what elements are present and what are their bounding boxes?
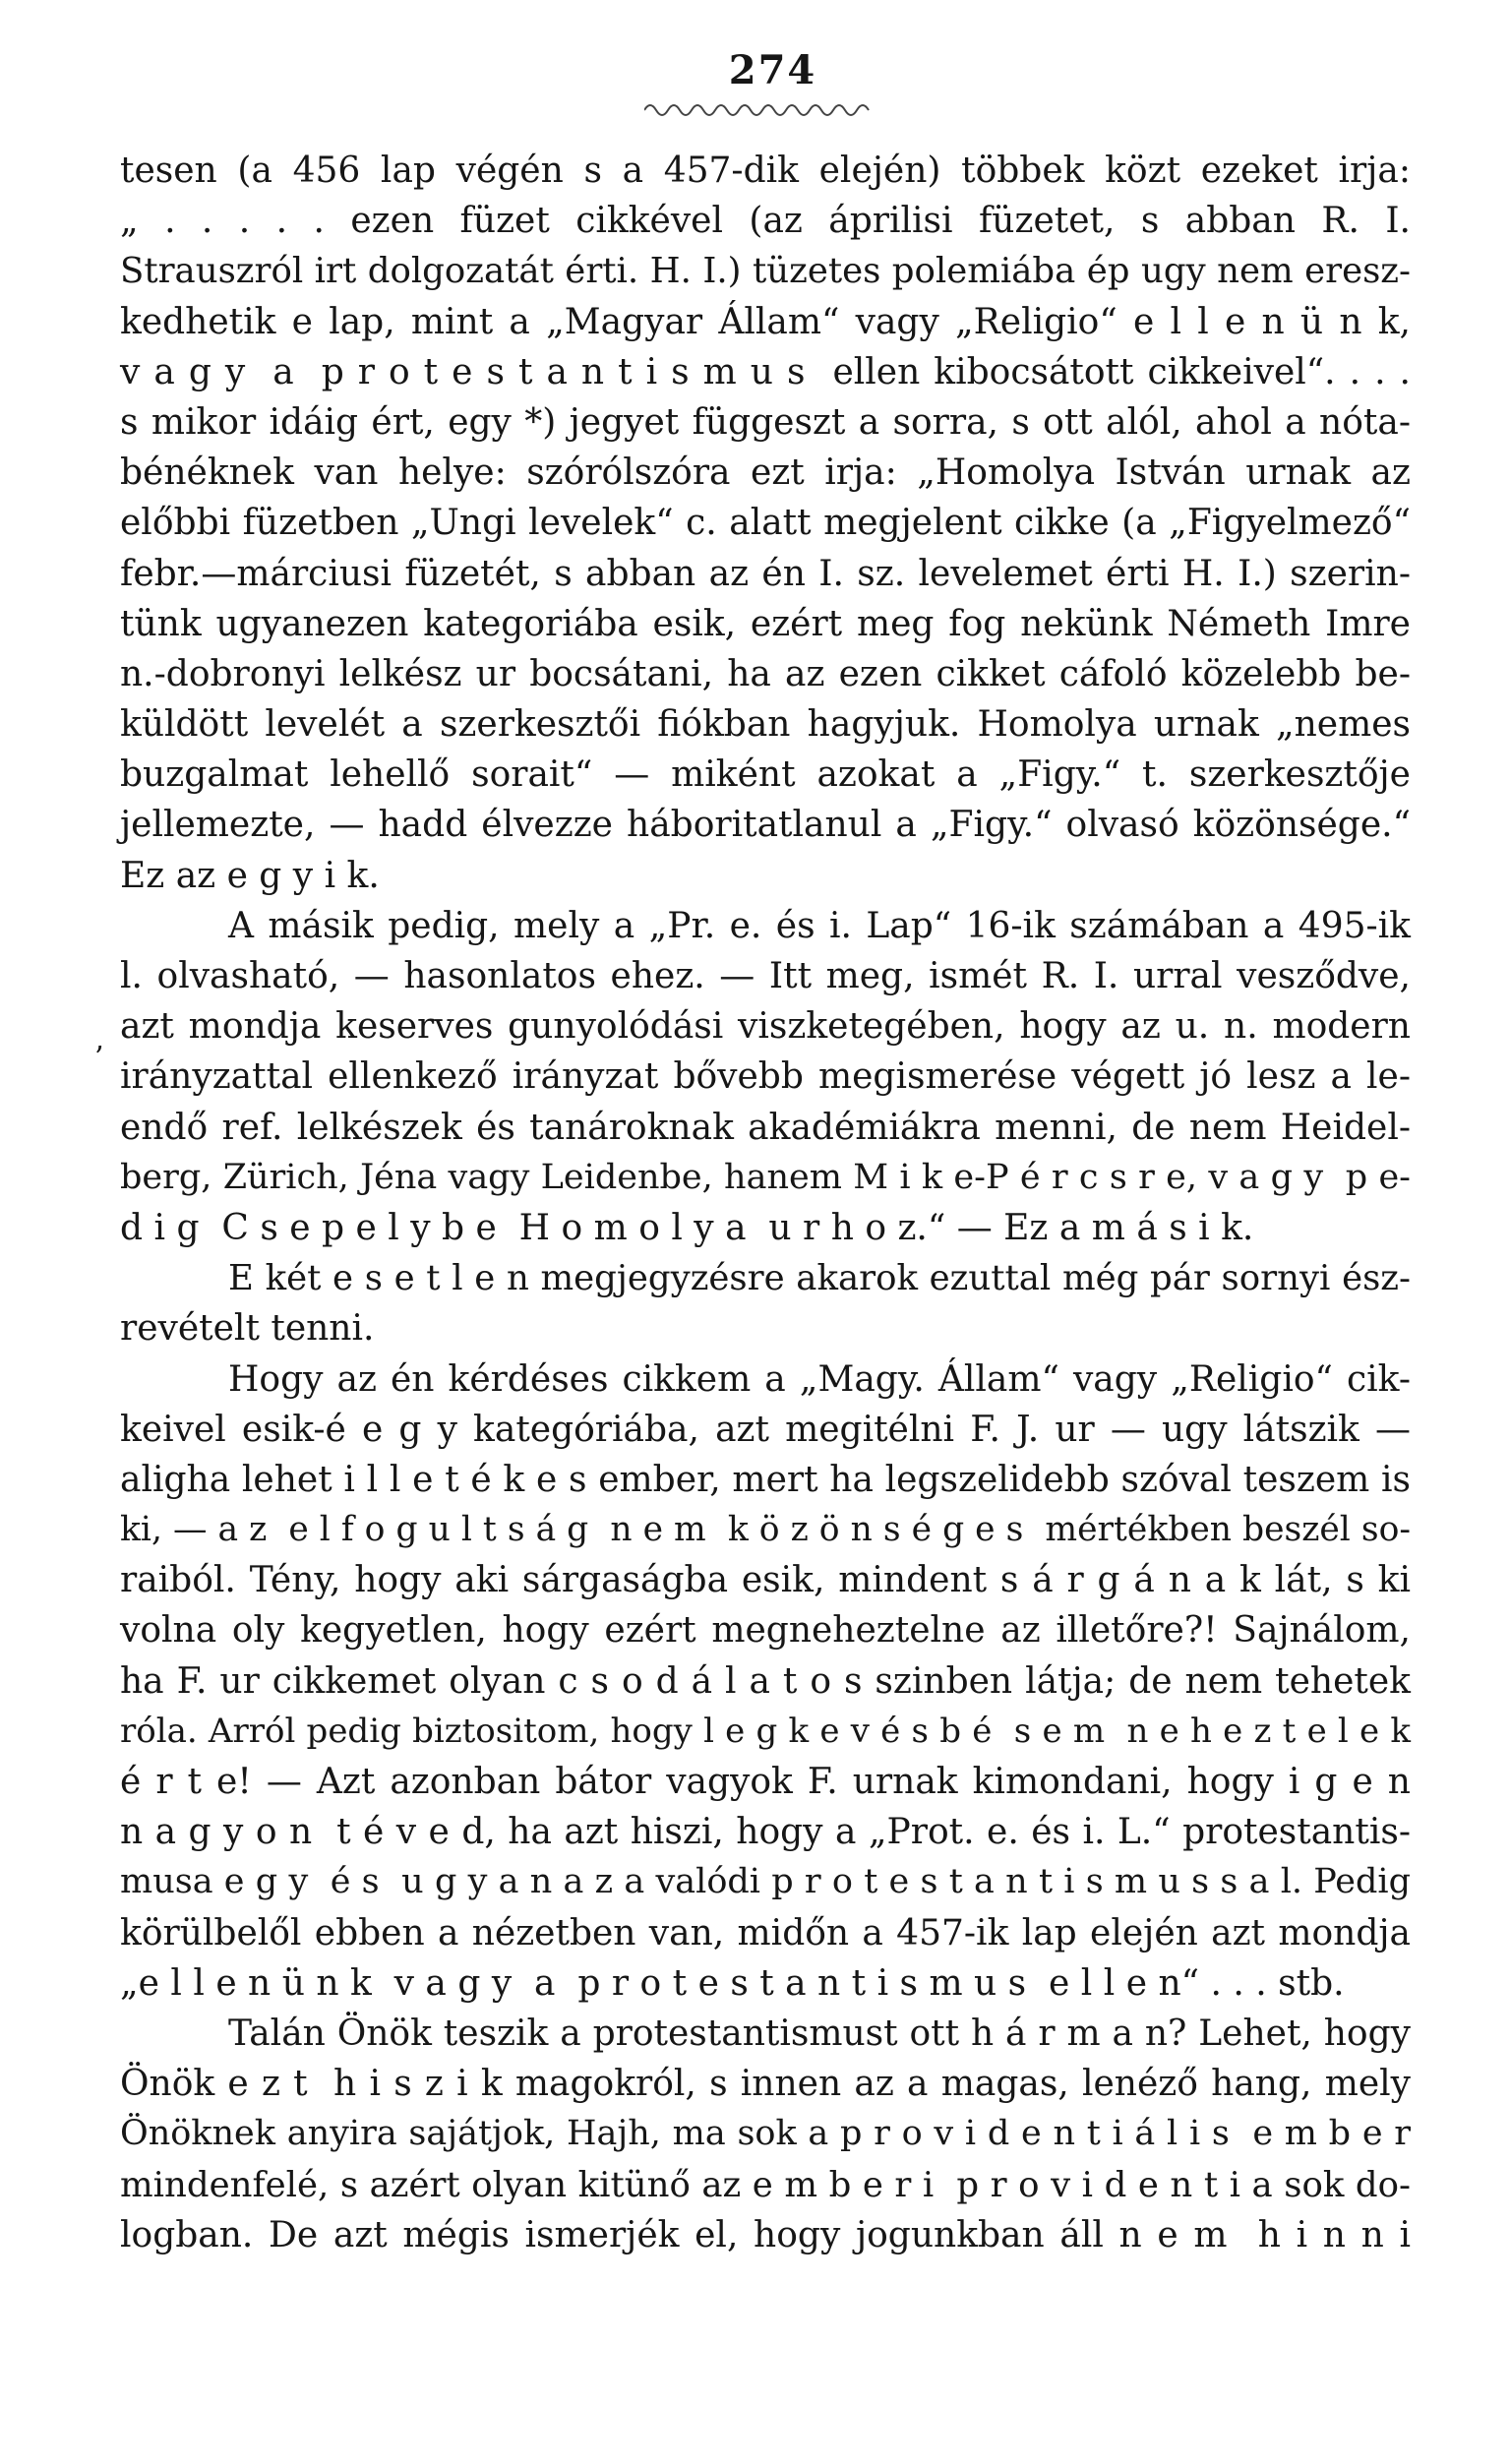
text-line: n a g y o n t é v e d, ha azt hiszi, hogy a „Prot. e. és i. L.“ protestantis- [120,1812,1411,1853]
text-line: irányzattal ellenkező irányzat bővebb megismerése végett jó lesz a le- [120,1056,1411,1098]
text-line: l. olvasható, — hasonlatos ehez. — Itt meg, ismét R. I. urral vesződve, [120,956,1411,996]
text-line: musa e g y é s u g y a n a z a valódi p r o t e s t a n t i s m u s s a l. Pedig [120,1862,1411,1902]
text-line: logban. De azt mégis ismerjék el, hogy jogunkban áll n e m h i n n i [120,2214,1411,2255]
text-line: raiból. Tény, hogy aki sárgaságba esik, mindent s á r g á n a k lát, s ki [120,1560,1411,1601]
wavy-ornament [644,98,871,120]
text-line: s mikor idáig ért, egy *) jegyet függeszt a sorra, s ott alól, ahol a nóta- [120,401,1411,443]
text-line: A másik pedig, mely a „Pr. e. és i. Lap“ 16-ik számában a 495-ik [228,905,1411,946]
text-line: Önöknek anyira sajátjok, Hajh, ma sok a p r o v i d e n t i á l i s e m b e r [120,2114,1411,2154]
text-line: mindenfelé, s azért olyan kitünő az e m b e r i p r o v i d e n t i a sok do- [120,2164,1411,2205]
text-line: Ez az e g y i k. [120,855,380,896]
text-line: febr.—márciusi füzetét, s abban az én I. sz. levelemet érti H. I.) szerin- [120,553,1411,594]
text-line: revételt tenni. [120,1308,375,1350]
text-line: berg, Zürich, Jéna vagy Leidenbe, hanem M i k e-P é r c s r e, v a g y p e- [120,1157,1411,1197]
text-line: tesen (a 456 lap végén s a 457-dik elején) többek közt ezeket irja: [120,150,1411,191]
text-line: Strauszról irt dolgozatát érti. H. I.) tüzetes polemiába ép ugy nem eresz- [120,251,1411,292]
text-line: kedhetik e lap, mint a „Magyar Állam“ vagy „Religio“ e l l e n ü n k, [120,301,1411,342]
text-line: v a g y a p r o t e s t a n t i s m u s ellen kibocsátott cikkeivel“. . . . [120,351,1411,392]
text-line: buzgalmat lehellő sorait“ — miként azokat a „Figy.“ t. szerkesztője [120,754,1411,796]
text-line: körülbelől ebben a nézetben van, midőn a 457-ik lap elején azt mondja [120,1912,1411,1953]
text-line: endő ref. lelkészek és tanároknak akadémiákra menni, de nem Heidel- [120,1107,1411,1148]
text-line: Talán Önök teszik a protestantismust ott h á r m a n? Lehet, hogy [228,2013,1411,2054]
text-line: küldött levelét a szerkesztői fiókban hagyjuk. Homolya urnak „nemes [120,704,1411,746]
margin-mark: ’ [94,1041,104,1075]
text-line: n.-dobronyi lelkész ur bocsátani, ha az ezen cikket cáfoló közelebb be- [120,653,1411,694]
text-line: é r t e! — Azt azonban bátor vagyok F. urnak kimondani, hogy i g e n [120,1762,1411,1802]
text-line: ha F. ur cikkemet olyan c s o d á l a t o s szinben látja; de nem tehetek [120,1660,1411,1702]
text-line: bénéknek van helye: szórólszóra ezt irja: „Homolya István urnak az [120,452,1411,494]
text-line: E két e s e t l e n megjegyzésre akarok ezuttal még pár sornyi ész- [228,1258,1411,1299]
text-line: d i g C s e p e l y b e H o m o l y a u r h o z.“ — Ez a m á s i k. [120,1207,1254,1248]
text-line: keivel esik-é e g y kategóriába, azt megitélni F. J. ur — ugy látszik — [120,1409,1411,1450]
text-line: Hogy az én kérdéses cikkem a „Magy. Állam“ vagy „Religio“ cik- [228,1358,1411,1400]
page-number: 274 [728,47,817,93]
text-line: ki, — a z e l f o g u l t s á g n e m k ö z ö n s é g e s mértékben beszél so- [120,1510,1411,1550]
text-line: aligha lehet i l l e t é k e s ember, mert ha legszelidebb szóval teszem is [120,1459,1411,1500]
text-line: róla. Arról pedig biztositom, hogy l e g k e v é s b é s e m n e h e z t e l e k [120,1711,1411,1751]
text-line: volna oly kegyetlen, hogy ezért megneheztelne az illetőre?! Sajnálom, [120,1610,1411,1652]
text-line: azt mondja keserves gunyolódási viszketegében, hogy az u. n. modern [120,1006,1411,1048]
text-line: „e l l e n ü n k v a g y a p r o t e s t a n t i s m u s e l l e n“ . . . stb. [120,1962,1345,2004]
text-line: tünk ugyanezen kategoriába esik, ezért meg fog nekünk Németh Imre [120,603,1411,644]
text-line: jellemezte, — hadd élvezze háboritatlanul a „Figy.“ olvasó közönsége.“ [120,805,1411,846]
text-line: „ . . . . . ezen füzet cikkével (az áprilisi füzetet, s abban R. I. [120,201,1411,242]
body-text [120,146,1411,2260]
text-line: Önök e z t h i s z i k magokról, s innen az a magas, lenéző hang, mely [120,2064,1411,2105]
text-line: előbbi füzetben „Ungi levelek“ c. alatt megjelent cikke (a „Figyelmező“ [120,503,1411,544]
